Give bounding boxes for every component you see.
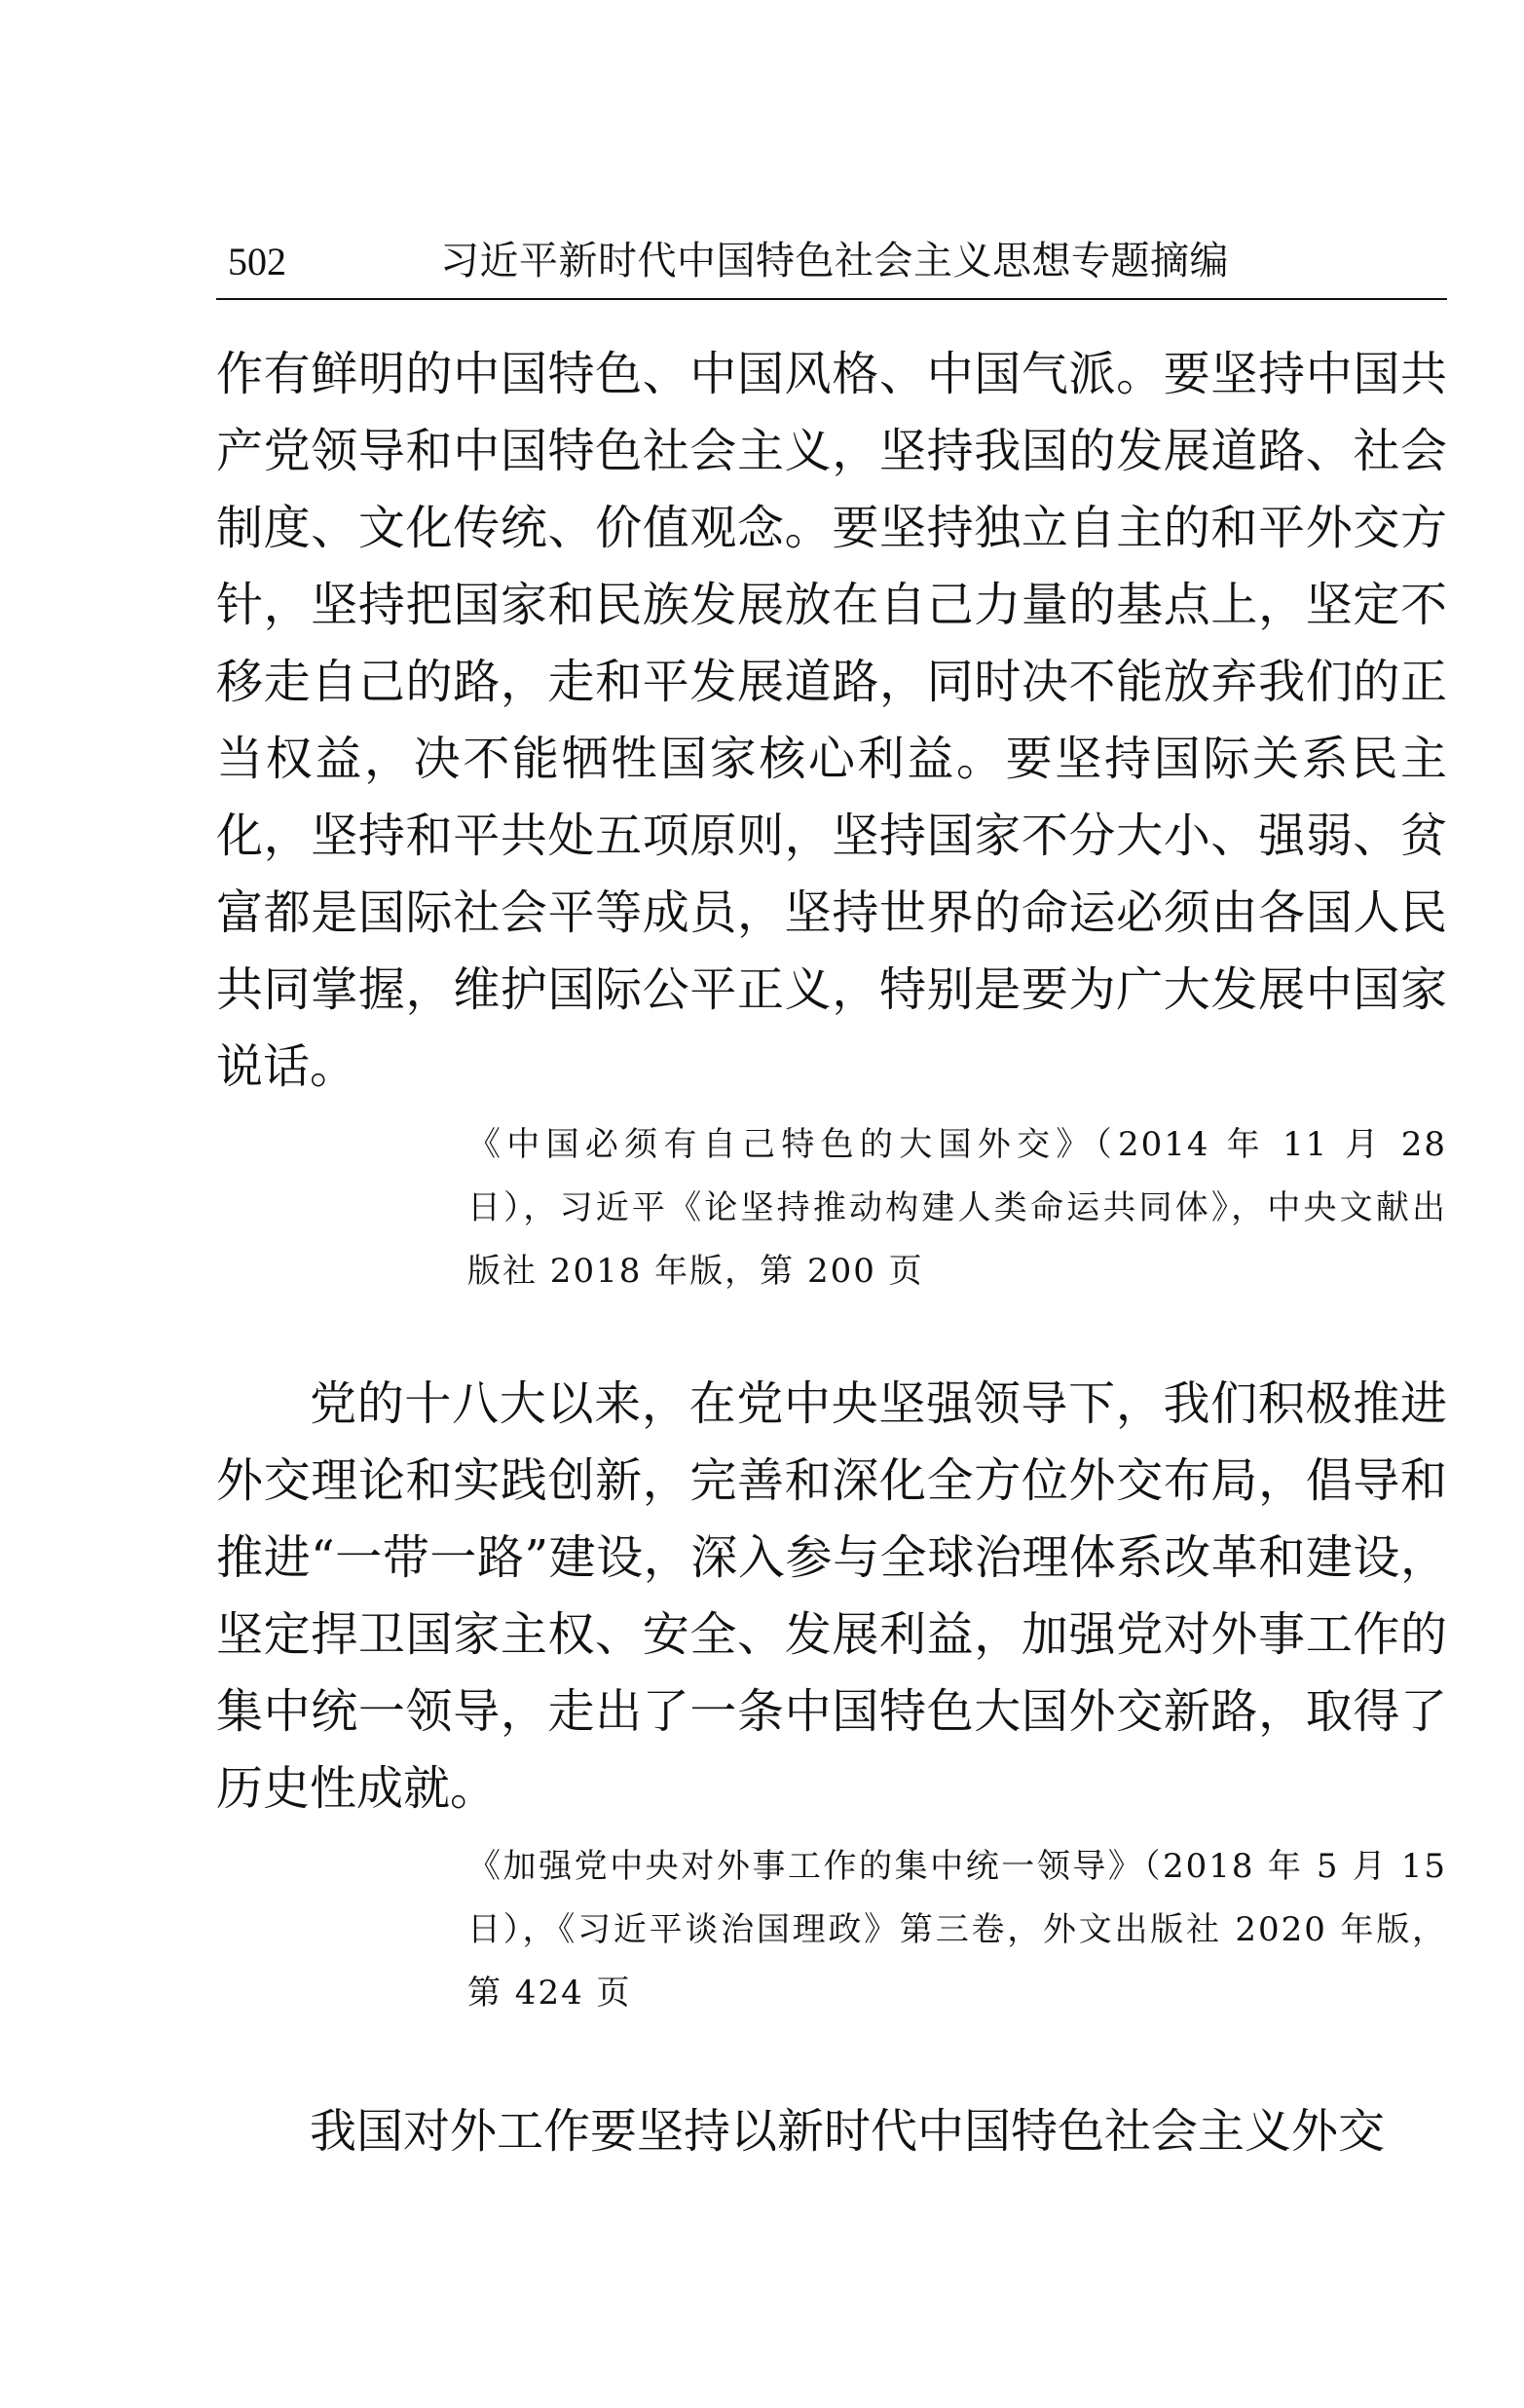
- page-number: 502: [228, 240, 286, 283]
- body-paragraph: 作有鲜明的中国特色、中国风格、中国气派。要坚持中国共产党领导和中国特色社会主义，坚持我国的发展道路、社会制度、文化传统、价值观念。要坚持独立自主的和平外交方针，坚持把国家和民族发展放在自己力量的基点上，坚定不移走自己的路，走和平发展道路，同时决不能放弃我们的正当权益，决不能牺牲国家核心利益。要坚持国际关系民主化，坚持和平共处五项原则，坚持国家不分大小、强弱、贫富都是国际社会平等成员，坚持世界的命运必须由各国人民共同掌握，维护国际公平正义，特别是要为广大发展中国家说话。: [216, 347, 1447, 1094]
- running-title: 习近平新时代中国特色社会主义思想专题摘编: [440, 239, 1229, 283]
- source-citation: 《加强党中央对外事工作的集中统一领导》（2018 年 5 月 15 日），《习近平谈治国理政》第三卷，外文出版社 2020 年版，第 424 页: [467, 1847, 1447, 2013]
- body-paragraph: 我国对外工作要坚持以新时代中国特色社会主义外交: [310, 2104, 1386, 2159]
- source-citation: 《中国必须有自己特色的大国外交》（2014 年 11 月 28 日），习近平《论坚持推动构建人类命运共同体》，中央文献出版社 2018 年版，第 200 页: [467, 1125, 1447, 1291]
- body-paragraph: 党的十八大以来，在党中央坚强领导下，我们积极推进外交理论和实践创新，完善和深化全方位外交布局，倡导和推进“一带一路”建设，深入参与全球治理体系改革和建设，坚定捍卫国家主权、安全、发展利益，加强党对外事工作的集中统一领导，走出了一条中国特色大国外交新路，取得了历史性成就。: [216, 1376, 1447, 1816]
- header-rule: [216, 298, 1447, 300]
- page-header: [216, 232, 1447, 298]
- page-body: [216, 336, 1447, 2170]
